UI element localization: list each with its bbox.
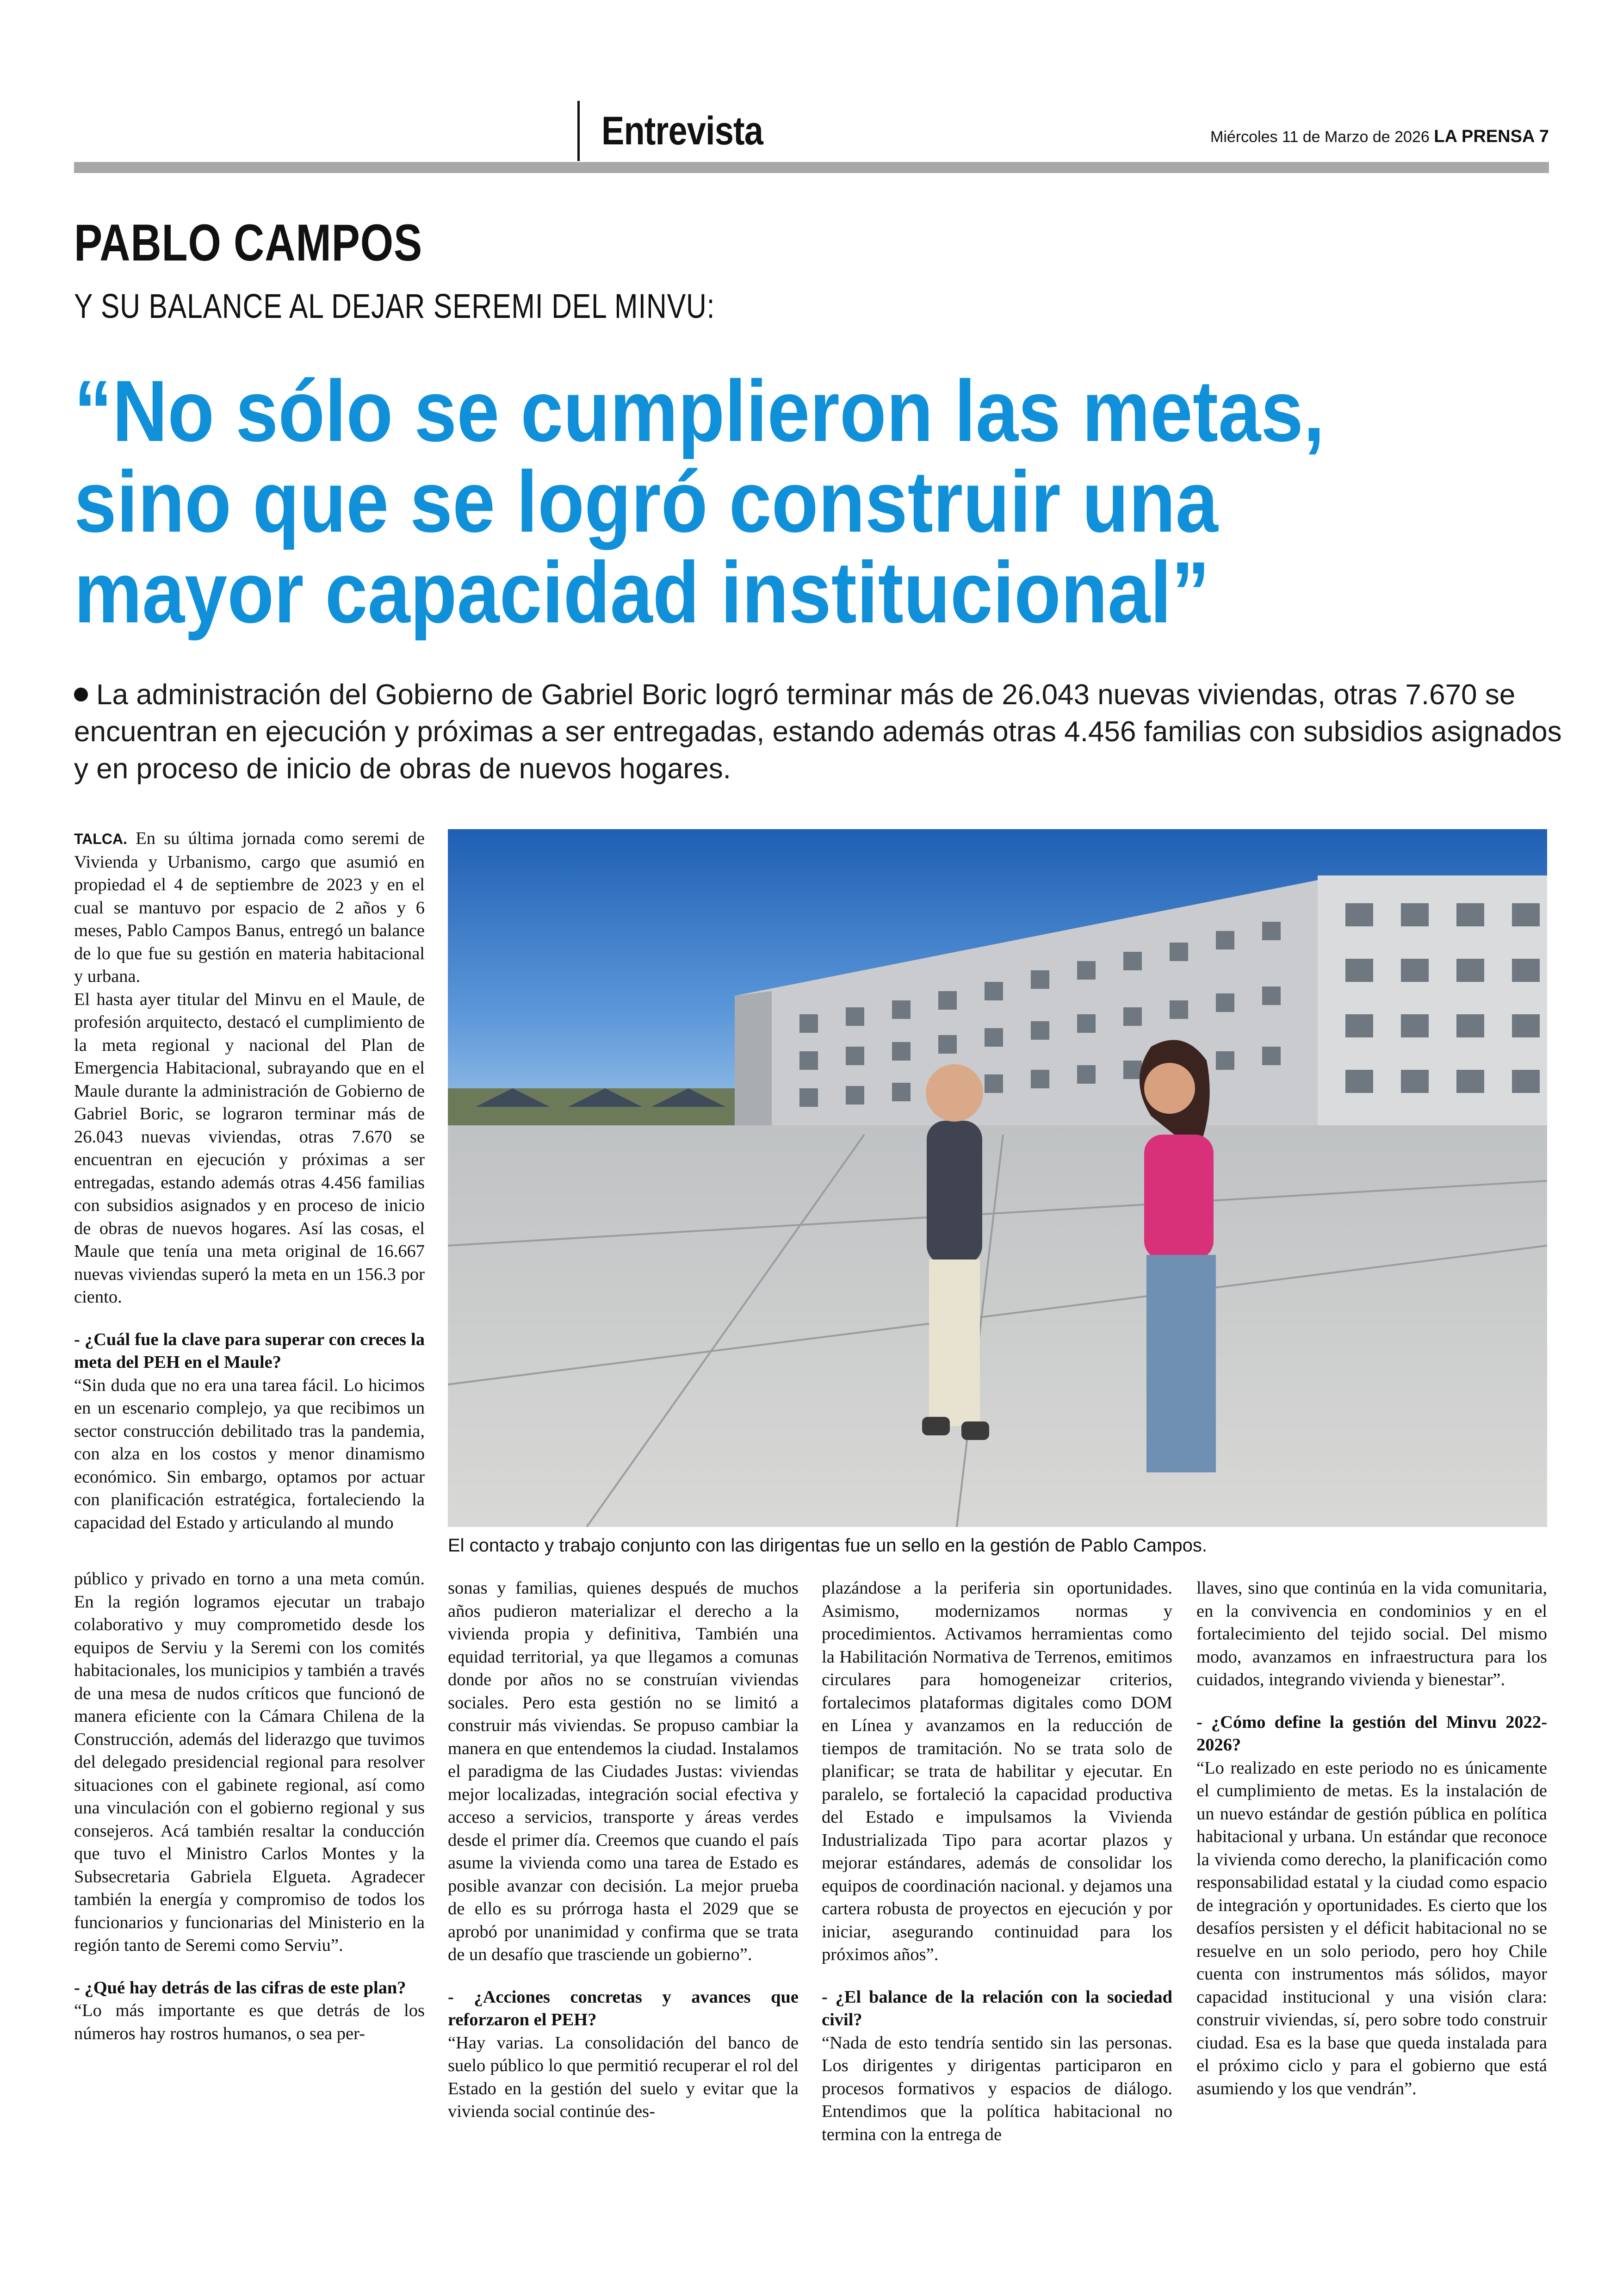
body-column-1-bottom: [74, 1568, 425, 2045]
interview-question: - ¿Cuál fue la clave para superar con creces la meta del PEH en el Maule?: [74, 1329, 425, 1372]
interview-answer: “Sin duda que no era una tarea fácil. Lo hicimos en un escenario complejo, ya que recibimos un sector construcción debilitado tras la pandemia, con alza en los costos y menor dinamismo económico. Sin embargo, optamos por actuar con planificación estratégica, fortaleciendo la capacidad del Estado y articulando al mundo: [74, 1375, 425, 1533]
body-paragraph: El hasta ayer titular del Minvu en el Maule, de profesión arquitecto, destacó el cumplimiento de la meta regional y nacional del Plan de Emergencia Habitacional, subrayando que en el Maule durante la administración de Gobierno de Gabriel Boric, se lograron terminar más de 26.043 nuevas viviendas, otras 7.670 se encuentran en ejecución y próximas a ser entregadas, estando además otras 4.456 familias con subsidios asignados y en proceso de inicio de obras de nuevos hogares. Así las cosas, el Maule que tenía una meta original de 16.667 nuevas viviendas superó la meta en un 156.3 por ciento.: [74, 989, 425, 1307]
issue-info: [1210, 125, 1549, 149]
interview-question: - ¿Acciones concretas y avances que reforzaron el PEH?: [448, 1987, 799, 2029]
body-column-2: [448, 1577, 799, 2123]
interview-answer: llaves, sino que continúa en la vida comunitaria, en la convivencia en condominios y en el fortalecimiento del tejido social. Del mismo modo, avanzamos en infraestructura para los cuidados, integrando vivienda y bienestar”.: [1196, 1578, 1547, 1689]
photo-illustration: [448, 829, 1547, 1527]
section-label: Entrevista: [601, 109, 763, 153]
interviewee-name: PABLO CAMPOS: [74, 214, 423, 272]
lead-text: La administración del Gobierno de Gabriel Boric logró terminar más de 26.043 nuevas viviendas, otras 7.670 se encuentran en ejecución y próximas a ser entregadas, estando además otras 4.456 familias con subsidios asignados y en proceso de inicio de obras de nuevos hogares.: [74, 679, 1562, 785]
interview-answer: “Lo más importante es que detrás de los números hay rostros humanos, o sea per-: [74, 2001, 425, 2043]
body-paragraph: TALCA. En su última jornada como seremi de Vivienda y Urbanismo, cargo que asumió en propiedad el 4 de septiembre de 2023 y en el cual se mantuvo por espacio de 2 años y 6 meses, Pablo Campos Banus, entregó un balance de lo que fue su gestión en materia habitacional y urbana.: [74, 829, 425, 986]
interview-answer: “Nada de esto tendría sentido sin las personas. Los dirigentes y dirigentas participaron en procesos formativos y espacios de diálogo. Entendimos que la política habitacional no termina con la entrega de: [822, 2033, 1172, 2144]
interview-question: - ¿El balance de la relación con la sociedad civil?: [822, 1987, 1172, 2029]
article-photo: [448, 829, 1547, 1527]
interview-answer: “Hay varias. La consolidación del banco de suelo público lo que permitió recuperar el rol del Estado en la gestión del suelo y evitar que la vivienda social continúe des-: [448, 2033, 799, 2121]
lead-paragraph: [74, 676, 1578, 788]
issue-date: Miércoles 11 de Marzo de 2026: [1210, 128, 1430, 146]
page-number: 7: [1539, 127, 1549, 146]
body-column-3: [822, 1577, 1172, 2146]
photo-caption: El contacto y trabajo conjunto con las dirigentas fue un sello en la gestión de Pablo Campos.: [448, 1535, 1208, 1556]
headline-line: “No sólo se cumplieron las metas,: [74, 362, 1325, 459]
interview-answer: sonas y familias, quienes después de muchos años pudieron materializar el derecho a la vivienda propia y definitiva, También una equidad territorial, ya que llegamos a comunas donde por años no se construían viviendas sociales. Pero esta gestión no se limitó a construir más viviendas. Se propuso cambiar la manera en que entendemos la ciudad. Instalamos el paradigma de las Ciudades Justas: viviendas mejor localizadas, integración social efectiva y acceso a servicios, transporte y áreas verdes desde el primer día. Creemos que cuando el país asume la vivienda como una tarea de Estado es posible avanzar con decisión. La mejor prueba de ello es su prórroga hasta el 2029 que se aprobó por unanimidad y confirma que se trata de un desafío que trasciende un gobierno”.: [448, 1578, 799, 1964]
interview-question: - ¿Qué hay detrás de las cifras de este plan?: [74, 1978, 406, 1998]
headline: [74, 362, 1418, 641]
interview-answer: público y privado en torno a una meta común. En la región logramos ejecutar un trabajo colaborativo y muy comprometido desde los equipos de Serviu y la Seremi con los comités habitacionales, los municipios y también a través de una mesa de nudos críticos que funcionó de manera eficiente con la Cámara Chilena de la Construcción, además del liderazgo que tuvimos del delegado presidencial regional para resolver situaciones con el gabinete regional, así como una vinculación con el gobierno regional y sus consejeros. Acá también resaltar la conducción que tuvo el Ministro Carlos Montes y la Subsecretaria Gabriela Elgueta. Agradecer también la energía y compromiso de todos los funcionarios y funcionarias del Ministerio en la región tanto de Seremi como Serviu”.: [74, 1569, 425, 1955]
body-column-1-top: [74, 827, 425, 1534]
publication-name: LA PRENSA: [1434, 127, 1535, 146]
bullet-icon: [74, 688, 88, 701]
headline-line: mayor capacidad institucional”: [74, 544, 1210, 641]
headline-line: sino que se logró construir una: [74, 453, 1218, 550]
article-subtitle: Y SU BALANCE AL DEJAR SEREMI DEL MINVU:: [74, 287, 715, 325]
interview-answer: “Lo realizado en este periodo no es únicamente el cumplimiento de metas. Es la instalación de un nuevo estándar de gestión pública en política habitacional y urbana. Un estándar que reconoce la vivienda como derecho, la planificación como responsabilidad estatal y la ciudad como espacio de integración y oportunidades. Es cierto que los desafíos persisten y el déficit habitacional no se resuelve en un solo periodo, pero hoy Chile cuenta con instrumentos más sólidos, mayor capacidad institucional y una visión clara: construir viviendas, sí, pero sobre todo construir ciudad. Esa es la base que queda instalada para el próximo ciclo y para el gobierno que está asumiendo y los que vendrán”.: [1196, 1758, 1547, 2098]
body-column-4: [1196, 1577, 1547, 2100]
header-divider: [577, 101, 580, 161]
interview-answer: plazándose a la periferia sin oportunidades. Asimismo, modernizamos normas y procedimientos. Activamos herramientas como la Habilitación Normativa de Terrenos, emitimos circulares para homogeneizar criterios, fortalecimos plataformas digitales como DOM en Línea y avanzamos en la reducción de tiempos de tramitación. No se trata solo de planificar; se trata de habilitar y ejecutar. En paralelo, se fortaleció la capacidad productiva del Estado e impulsamos la Vivienda Industrializada Tipo para acortar plazos y mejorar estándares, además de consolidar los equipos de coordinación nacional. y dejamos una cartera robusta de proyectos en ejecución y por iniciar, asegurando continuidad para los próximos años”.: [822, 1578, 1173, 1964]
interview-question: - ¿Cómo define la gestión del Minvu 2022-2026?: [1196, 1712, 1547, 1755]
dateline: TALCA.: [74, 831, 127, 847]
header-rule: [74, 162, 1549, 173]
